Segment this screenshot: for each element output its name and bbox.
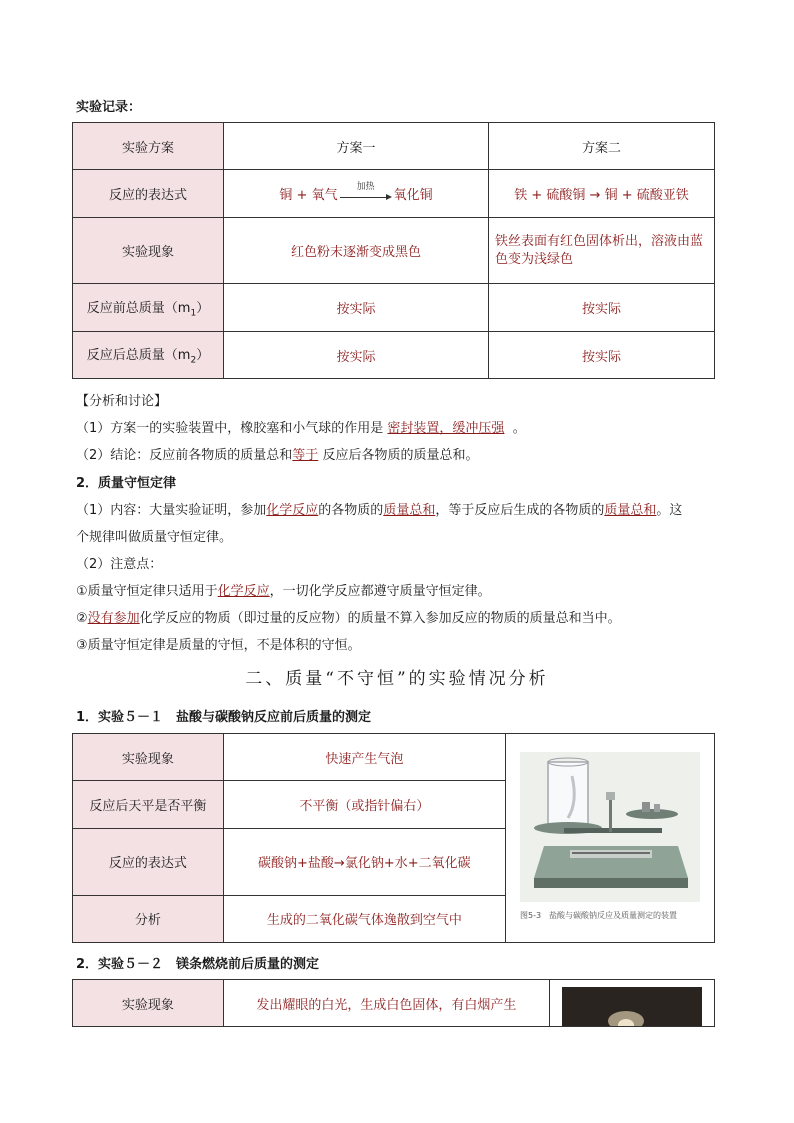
answer-blank: 密封装置，缓冲压强: [387, 421, 505, 436]
analysis-q2: （2）结论：反应前各物质的质量总和等于 反应后各物质的质量总和。: [76, 448, 479, 463]
exp1-row-label: 反应的表达式: [73, 828, 224, 895]
phenomenon-plan-two: 铁丝表面有红色固体析出，溶液由蓝色变为浅绿色: [489, 218, 715, 284]
table-row: [73, 123, 715, 170]
m2-label: 反应后总质量$(m_2)$: [73, 332, 224, 379]
reaction-condition: 加热: [356, 181, 375, 192]
table-row: [73, 734, 715, 781]
m2-plan-two: 按实际: [489, 332, 715, 379]
header-label: 实验方案: [73, 123, 224, 170]
law-note-1: ①质量守恒定律只适用于化学反应，一切化学反应都遵守质量守恒定律。: [76, 584, 491, 599]
reaction-plan-two: 铁 + 硫酸铜 → 铜 + 硫酸亚铁: [489, 170, 715, 218]
law-note-2: ②没有参加化学反应的物质（即过量的反应物）的质量不算入参加反应的物质的质量总和当中。: [76, 611, 621, 626]
exp2-row-label: 实验现象: [73, 980, 224, 1027]
exp1-row-value: 快速产生气泡: [223, 734, 505, 781]
exp1-row-value: 生成的二氧化碳气体逸散到空气中: [223, 895, 505, 942]
exp2-figure-cell: [549, 980, 714, 1027]
table-row: [73, 284, 715, 332]
m1-plan-one: 按实际: [224, 284, 489, 332]
law-content: （1）内容：大量实验证明，参加化学反应的各物质的质量总和，等于反应后生成的各物质的质量总和。这: [76, 503, 683, 518]
exp1-row-label: 反应后天平是否平衡: [73, 781, 224, 828]
experiment-record-table: [72, 122, 715, 379]
answer-blank: 等于: [292, 448, 319, 463]
reaction-plan-one: [224, 170, 489, 218]
exp1-row-label: 分析: [73, 895, 224, 942]
exp2-table: [72, 979, 715, 1027]
table-row: [73, 218, 715, 284]
reaction-label: 反应的表达式: [73, 170, 224, 218]
reaction-right: 氧化铜: [393, 188, 433, 203]
reaction-left: 铜 + 氧气: [279, 188, 338, 203]
balance-photo: [506, 742, 714, 910]
exp1-figure-cell: [505, 734, 714, 943]
analysis-q1: （1）方案一的实验装置中，橡胶塞和小气球的作用是 密封装置，缓冲压强 。: [76, 421, 526, 436]
table-row: [73, 170, 715, 218]
phenomenon-label: 实验现象: [73, 218, 224, 284]
law-note-3: ③质量守恒定律是质量的守恒，不是体积的守恒。: [76, 638, 361, 653]
exp1-table: [72, 733, 715, 943]
m1-plan-two: 按实际: [489, 284, 715, 332]
analysis-heading: 【分析和讨论】: [76, 394, 168, 409]
exp1-row-label: 实验现象: [73, 734, 224, 781]
phenomenon-plan-one: 红色粉末逐渐变成黑色: [224, 218, 489, 284]
magnesium-photo: [550, 981, 714, 1026]
figure-caption: 图5-3 盐酸与碳酸钠反应及质量测定的装置: [519, 911, 678, 920]
law-heading: 2．质量守恒定律: [76, 476, 177, 491]
exp2-heading: 2．实验５－２ 镁条燃烧前后质量的测定: [76, 957, 320, 972]
section-title: 二、质量“不守恒”的实验情况分析: [245, 669, 549, 689]
law-content-line2: 个规律叫做质量守恒定律。: [76, 530, 233, 545]
header-plan-two: 方案二: [489, 123, 715, 170]
reaction-arrow: [340, 181, 392, 203]
table-row: [73, 332, 715, 379]
exp1-row-value: 碳酸钠+盐酸→氯化钠+水+二氧化碳: [223, 828, 505, 895]
law-notes-heading: （2）注意点：: [76, 557, 163, 572]
record-title: 实验记录：: [76, 100, 142, 115]
header-plan-one: 方案一: [224, 123, 489, 170]
m1-label: 反应前总质量$(m_1)$: [73, 284, 224, 332]
exp1-row-value: 不平衡（或指针偏右）: [223, 781, 505, 828]
exp1-heading: 1．实验５－１ 盐酸与碳酸钠反应前后质量的测定: [76, 710, 372, 725]
exp2-row-value: 发出耀眼的白光，生成白色固体，有白烟产生: [223, 980, 549, 1027]
m2-plan-one: 按实际: [224, 332, 489, 379]
table-row: [73, 980, 715, 1027]
